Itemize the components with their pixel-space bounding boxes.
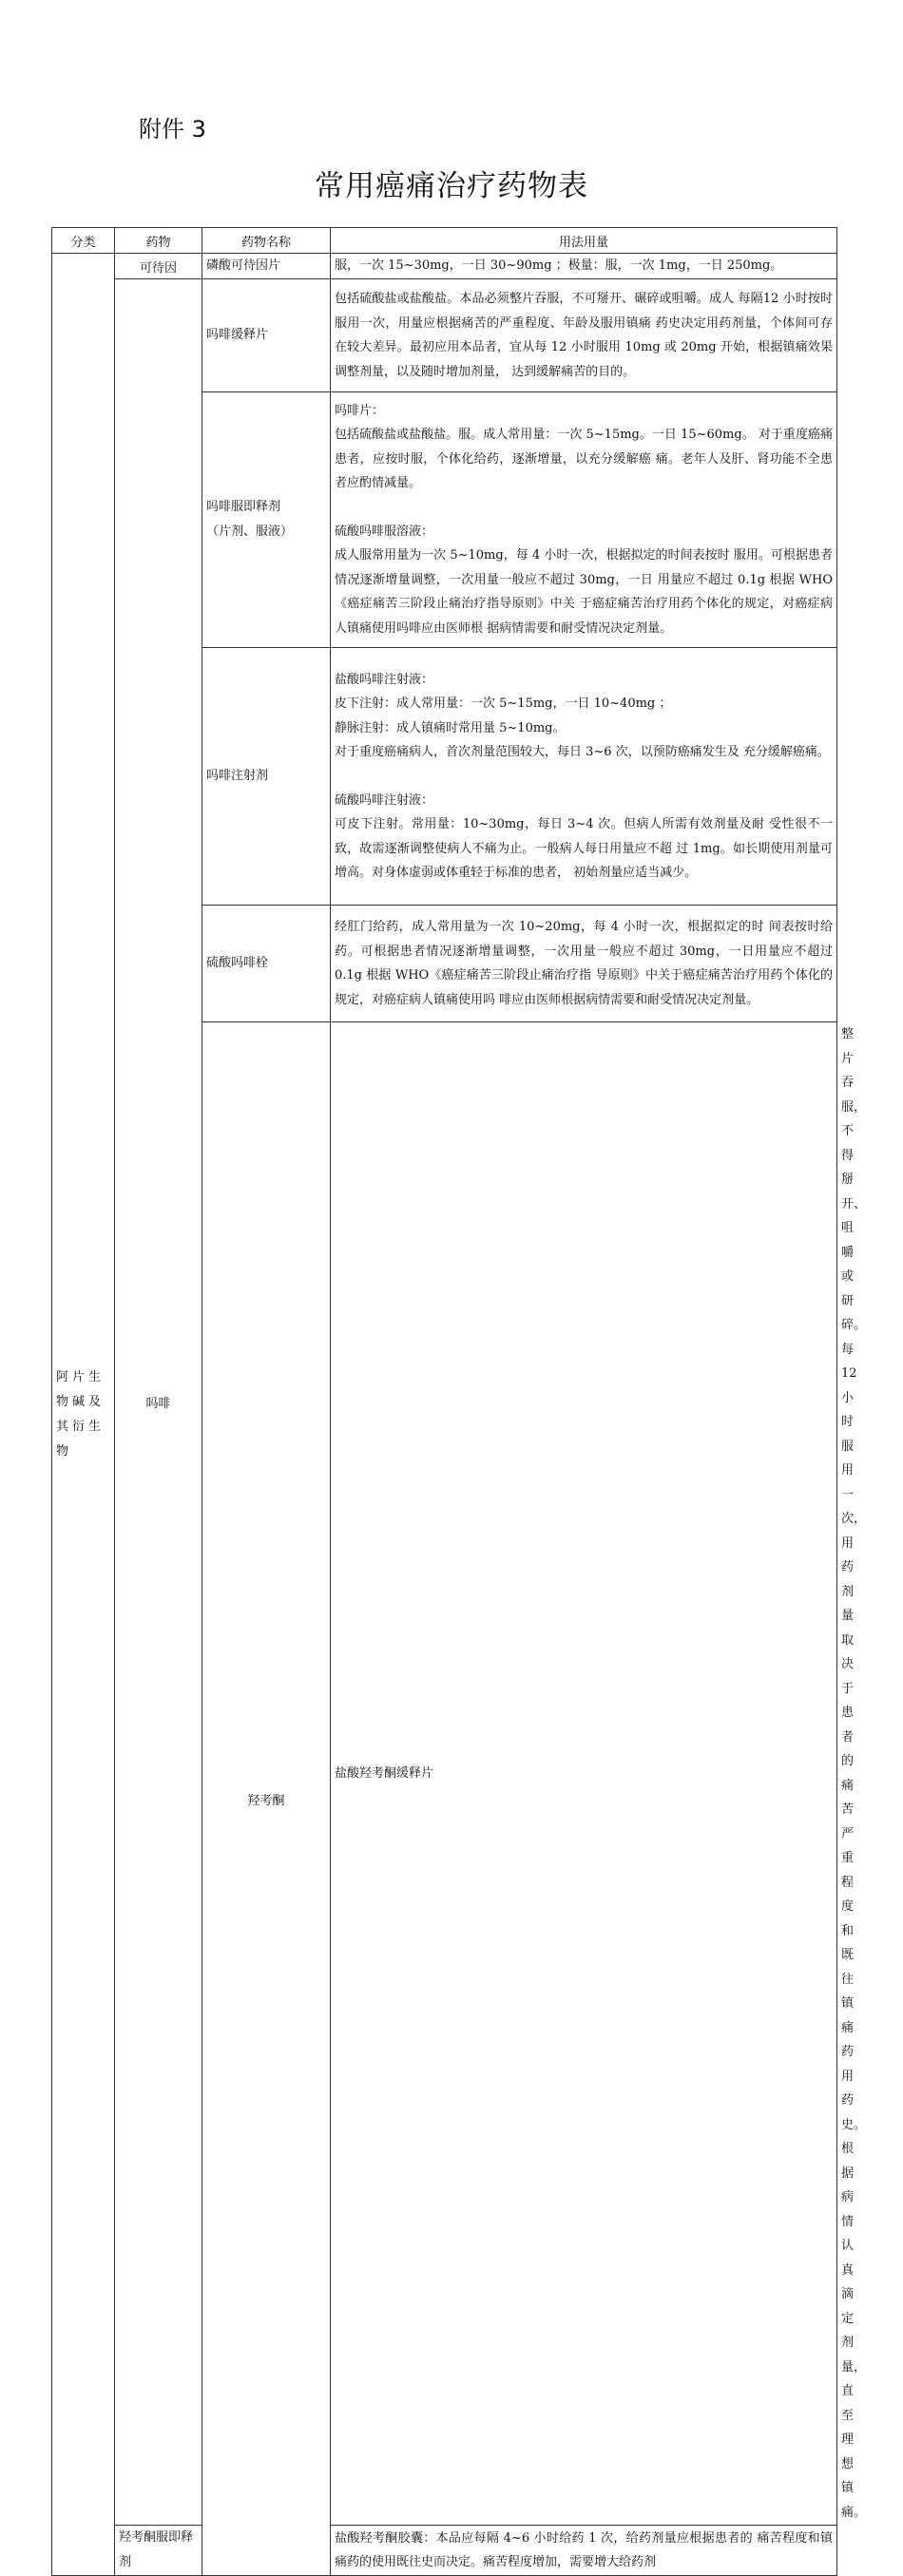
usage-paragraph: 对于重度癌痛病人，首次剂量范围较大，每日 3~6 次，以预防癌痛发生及 充分缓解癌痛。 xyxy=(335,745,830,759)
category-cell: 阿片生物碱及其衍生物 xyxy=(52,254,115,2576)
drug-name-cell: 羟考酮服即释 剂 xyxy=(115,2526,202,2576)
usage-cell: 经肛门给药，成人常用量为一次 10~20mg，每 4 小时一次，根据拟定的时 间表按时给药。可根据患者情况逐渐增量调整，一次用量一般应不超过 30mg，一日用量应不超过 0.1g 根据 WHO《癌症痛苦三阶段止痛治疗指 导原则》中关于癌症痛苦治疗用药个体化的规定，对癌症病人镇痛使用吗 啡应由医师根据病情需要和耐受情况决定剂量。 xyxy=(331,906,837,1022)
usage-cell xyxy=(331,392,837,648)
usage-paragraph: 包括硫酸盐或盐酸盐。服。成人常用量：一次 5~15mg。一日 15~60mg。 对于重度癌痛患者，应按时服，个体化给药，逐渐增量，以充分缓解癌 痛。老年人及肝、肾功能不全患者应酌情减量。 xyxy=(335,428,833,491)
usage-subtitle: 硫酸吗啡注射液： xyxy=(335,792,434,808)
header-usage: 用法用量 xyxy=(331,228,837,254)
usage-paragraph: 成人服常用量为一次 5~10mg，每 4 小时一次，根据拟定的时间表按时 服用。可根据患者情况逐渐增量调整，一次用量一般应不超过 30mg，一日 用量应不超过 0.1g 根据 WHO《癌症痛苦三阶段止痛治疗指导原则》中关 于癌症痛苦治疗用药个体化的规定，对癌症病人镇痛使用吗啡应由医师根 据病情需要和耐受情况决定剂量。 xyxy=(335,548,833,636)
attachment-label: 附件 3 xyxy=(139,116,206,143)
table-row xyxy=(52,254,837,279)
drug-name-cell: 盐酸羟考酮缓释片 xyxy=(331,1022,837,2526)
usage-subtitle: 吗啡片： xyxy=(335,403,385,418)
drug-name-cell xyxy=(202,392,331,648)
table-row xyxy=(52,2526,837,2576)
drug-name-cell: 硫酸吗啡栓 xyxy=(202,906,331,1022)
usage-cell: 盐酸羟考酮胶囊：本品应每隔 4~6 小时给药 1 次，给药剂量应根据患者的 痛苦程度和镇痛药的使用既往史而决定。痛苦程度增加，需要增大给药剂 xyxy=(331,2526,837,2576)
drug-name-subline: （片剂、服液） xyxy=(206,525,294,539)
table-header-row xyxy=(52,228,837,254)
table-row xyxy=(52,279,837,392)
usage-cell xyxy=(331,648,837,906)
table-row: 羟考酮 盐酸羟考酮缓释片 整片吞服，不得掰开、咀嚼或研碎。每 12 小时服用一次，用药剂量取决于 患者的痛苦严重程度和既往镇痛药用药史。根据病情认真滴定剂量，直至 理想镇痛。 xyxy=(52,1022,837,2526)
usage-subtitle: 盐酸吗啡注射液： xyxy=(335,672,434,687)
drug-cell: 可待因 xyxy=(115,254,202,279)
usage-paragraph: 静脉注射：成人镇痛时常用量 5~10mg。 xyxy=(335,720,566,735)
drug-name-cell: 吗啡注射剂 xyxy=(202,648,331,906)
drug-cell: 吗啡 xyxy=(115,279,202,2526)
paragraph-gap xyxy=(335,496,833,520)
paragraph-gap xyxy=(335,765,833,789)
usage-paragraph: 可皮下注射。常用量：10~30mg，每日 3~4 次。但病人所需有效剂量及耐 受性很不一致，故需逐渐调整使病人不痛为止。一般病人每日用量应不超 过 1mg。如长期使用剂量可增高。对身体虚弱或体重轻于标准的患者， 初始剂量应适当减少。 xyxy=(335,817,833,880)
header-category: 分类 xyxy=(52,228,115,254)
header-drug-name: 药物名称 xyxy=(202,228,331,254)
drug-cell: 羟考酮 xyxy=(202,1022,331,2576)
drug-name-line: 吗啡服即释剂 xyxy=(206,500,281,514)
drug-table xyxy=(51,227,867,2576)
page-title: 常用癌痛治疗药物表 xyxy=(315,169,588,203)
drug-name-cell: 磷酸可待因片 xyxy=(202,254,331,279)
header-drug: 药物 xyxy=(115,228,202,254)
usage-cell: 服，一次 15~30mg，一日 30~90mg ；极量：服，一次 1mg，一日 250mg。 xyxy=(331,254,837,279)
drug-name-cell: 吗啡缓释片 xyxy=(202,279,331,392)
usage-subtitle: 硫酸吗啡服溶液： xyxy=(335,524,434,539)
usage-paragraph: 皮下注射：成人常用量：一次 5~15mg，一日 10~40mg ； xyxy=(335,696,672,711)
usage-cell: 包括硫酸盐或盐酸盐。本品必须整片吞服，不可掰开、碾碎或咀嚼。成人 每隔12 小时按时服用一次，用量应根据痛苦的严重程度、年龄及服用镇痛 药史决定用药剂量，个体间可存在较大差异。最初应用本品者，宜从每 12 小时服用 10mg 或 20mg 开始，根据镇痛效果调整剂量，以及随时增加剂量， 达到缓解痛苦的目的。 xyxy=(331,279,837,392)
